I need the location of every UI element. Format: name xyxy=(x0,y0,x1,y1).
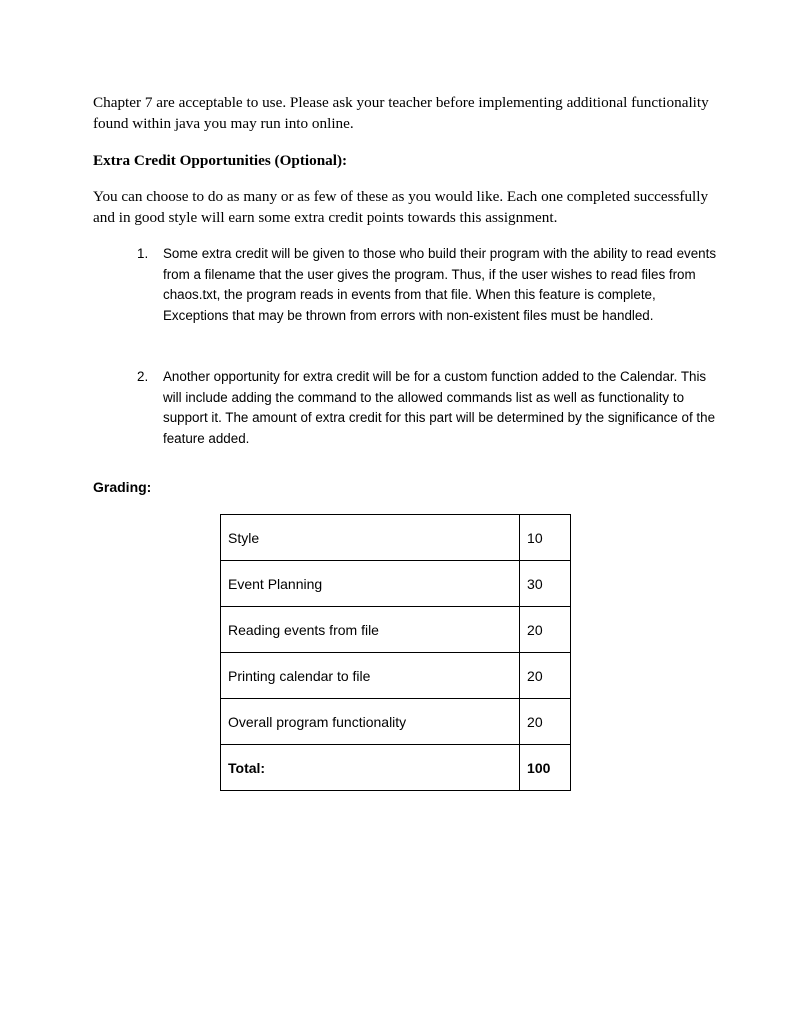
list-item xyxy=(137,244,717,326)
grading-total-label: Total: xyxy=(221,745,520,791)
list-item-number: 2. xyxy=(137,369,149,384)
extra-credit-heading: Extra Credit Opportunities (Optional): xyxy=(93,152,348,169)
grading-item-cell: Reading events from file xyxy=(221,607,520,653)
grading-points-cell: 10 xyxy=(520,515,571,561)
intro-paragraph: Chapter 7 are acceptable to use. Please ask your teacher before implementing additional functionality found within java you may run into online. xyxy=(93,94,709,132)
grading-table xyxy=(220,514,571,791)
grading-item-cell: Printing calendar to file xyxy=(221,653,520,699)
list-item-text: Some extra credit will be given to those who build their program with the ability to read events from a filename that the user gives the program. Thus, if the user wishes to read files from chaos.txt, the program reads in events from that file. When this feature is complete, Exceptions that may be thrown from errors with non-existent files must be handled. xyxy=(163,246,717,323)
extra-credit-description: You can choose to do as many or as few of these as you would like. Each one completed successfully and in good style will earn some extra credit points towards this assignment. xyxy=(93,188,709,226)
grading-points-cell: 20 xyxy=(520,653,571,699)
table-row xyxy=(221,607,571,653)
grading-label: Grading: xyxy=(93,479,152,495)
table-row-total xyxy=(221,745,571,791)
grading-item-cell: Overall program functionality xyxy=(221,699,520,745)
grading-points-cell: 20 xyxy=(520,607,571,653)
list-item xyxy=(137,367,717,449)
grading-item-cell: Event Planning xyxy=(221,561,520,607)
grading-total-points: 100 xyxy=(520,745,571,791)
table-row xyxy=(221,699,571,745)
list-item-text: Another opportunity for extra credit will be for a custom function added to the Calendar. This will include adding the command to the allowed commands list as well as functionality to support it. The amount of extra credit for this part will be determined by the significance of the feature added. xyxy=(163,369,716,446)
grading-item-cell: Style xyxy=(221,515,520,561)
table-row xyxy=(221,561,571,607)
table-row xyxy=(221,653,571,699)
list-item-number: 1. xyxy=(137,246,149,261)
table-row xyxy=(221,515,571,561)
grading-points-cell: 30 xyxy=(520,561,571,607)
grading-points-cell: 20 xyxy=(520,699,571,745)
